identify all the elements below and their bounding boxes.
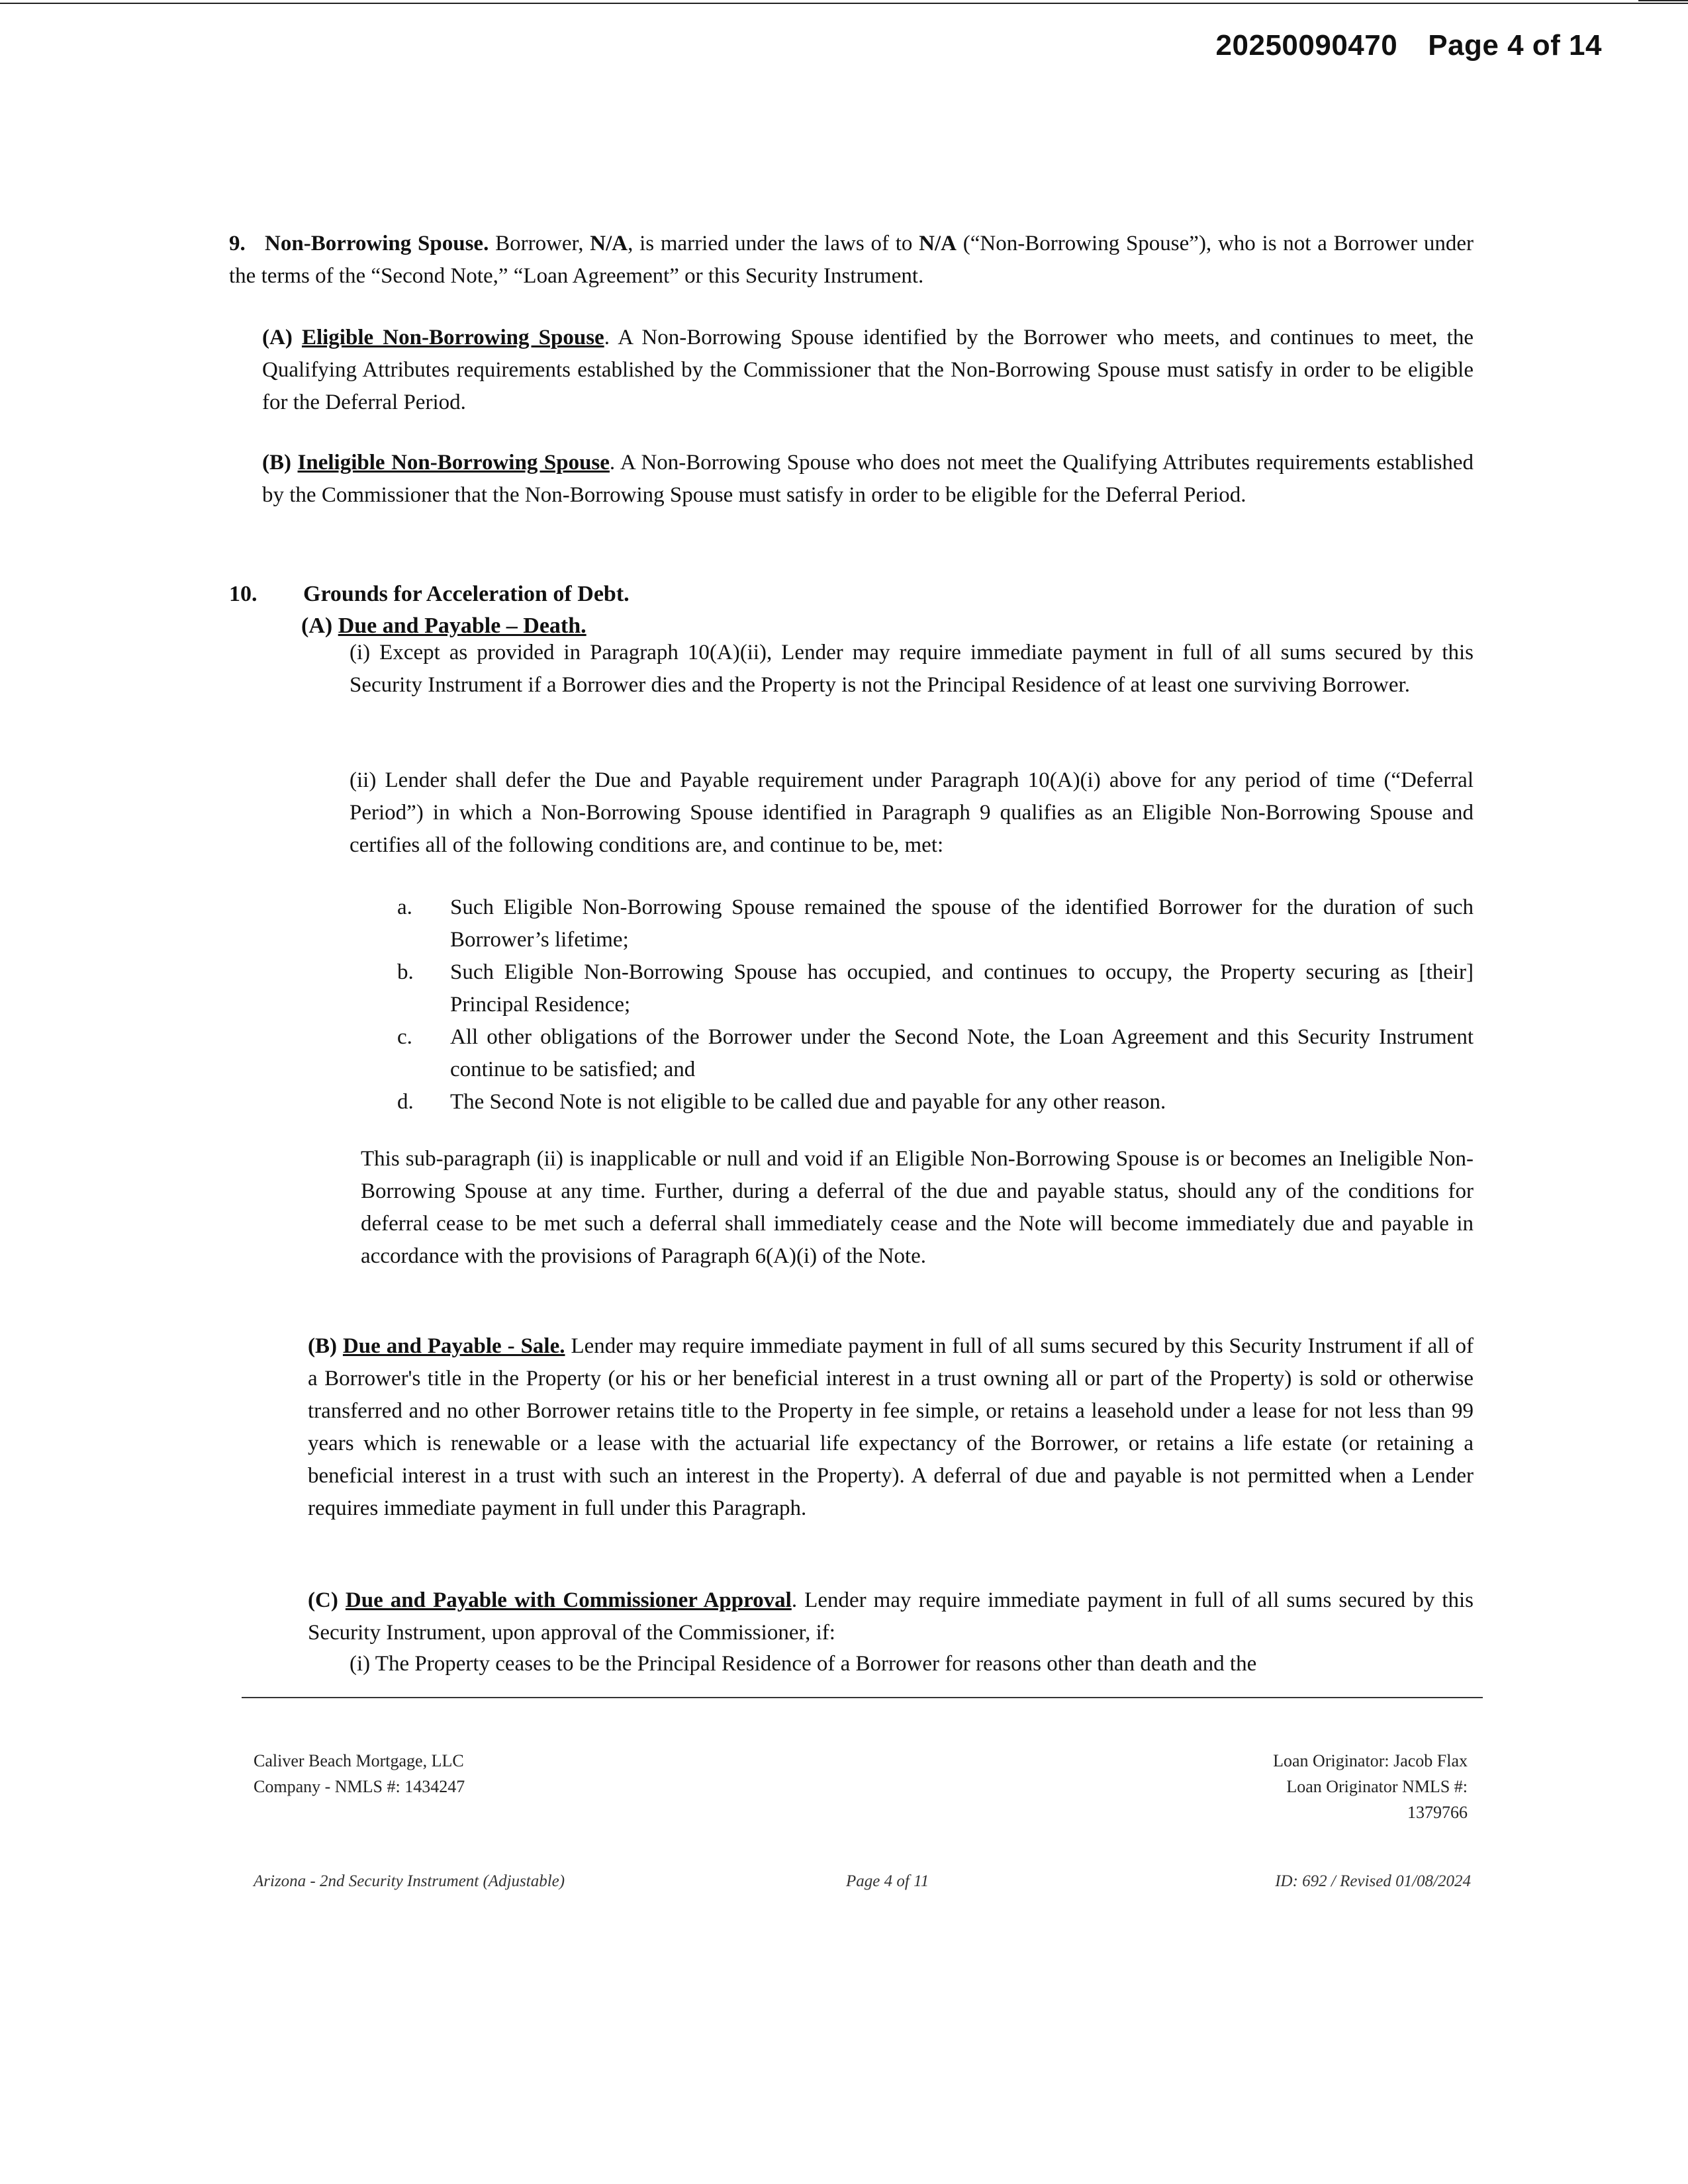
form-page: Page 4 of 11 — [846, 1872, 929, 1890]
section-10-a-i — [350, 637, 1474, 702]
originator-nmls-label: Loan Originator NMLS #: — [1286, 1777, 1468, 1796]
sub-label: (A) — [301, 614, 338, 638]
section-10-number: 10. — [229, 582, 258, 606]
sub-title: Ineligible Non-Borrowing Spouse — [297, 451, 610, 475]
section-10-c-i — [350, 1648, 1474, 1680]
list-text: Such Eligible Non-Borrowing Spouse has occupied, and continues to occupy, the Property securing as [their] Principal Residence; — [450, 960, 1474, 1017]
section-9-title: Non-Borrowing Spouse. — [265, 232, 489, 255]
company-name: Caliver Beach Mortgage, LLC — [254, 1751, 464, 1770]
list-item — [397, 1021, 1474, 1086]
page-label: Page 4 of 14 — [1428, 29, 1602, 62]
originator-nmls: 1379766 — [1407, 1803, 1468, 1822]
section-10-title: Grounds for Acceleration of Debt. — [303, 582, 630, 606]
sub-label: (C) — [308, 1588, 346, 1612]
originator-info — [1273, 1748, 1468, 1825]
section-9-intro — [229, 228, 1474, 293]
clause-text: (ii) Lender shall defer the Due and Payable requirement under Paragraph 10(A)(i) above for any period of time (“Deferral Period”) in which a Non-Borrowing Spouse identified in Paragraph 9 qualifies as an Eligible Non-Borrowing Spouse and certifies all of the following conditions are, and continue to be, met: — [350, 768, 1474, 857]
form-id: ID: 692 / Revised 01/08/2024 — [1275, 1872, 1471, 1890]
company-nmls: Company - NMLS #: 1434247 — [254, 1777, 465, 1796]
list-text: All other obligations of the Borrower under the Second Note, the Loan Agreement and this Security Instrument continue to be satisfied; and — [450, 1025, 1474, 1081]
list-marker: b. — [397, 960, 414, 984]
clause-text: (i) Except as provided in Paragraph 10(A)(ii), Lender may require immediate payment in full of all sums secured by this Security Instrument if a Borrower dies and the Property is not the Principal Residence of at least one surviving Borrower. — [350, 641, 1474, 697]
section-10-heading — [229, 578, 630, 610]
scan-edge-line — [0, 3, 1688, 4]
company-info — [254, 1748, 465, 1799]
section-9-text: , is married under the laws of to — [628, 232, 919, 255]
section-9 — [229, 228, 1474, 293]
list-item — [397, 1086, 1474, 1118]
originator-name: Loan Originator: Jacob Flax — [1273, 1751, 1468, 1770]
list-marker: a. — [397, 895, 412, 919]
list-text: The Second Note is not eligible to be called due and payable for any other reason. — [450, 1090, 1166, 1114]
list-item — [397, 956, 1474, 1021]
conditions-list — [397, 891, 1474, 1118]
sub-title: Due and Payable - Sale. — [342, 1334, 565, 1358]
scan-edge-line-right — [1638, 0, 1688, 1]
list-marker: c. — [397, 1025, 412, 1049]
sub-text: Lender may require immediate payment in full of all sums secured by this Security Instrument if all of a Borrower's title in the Property (or his or her beneficial interest in a trust owning all or part of the Property) is sold or otherwise transferred and no other Borrower retains title to the Property in fee simple, or retains a leasehold under a lease for not less than 99 years which is renewable or a lease with the actuarial life expectancy of the Borrower, or retains a life estate (or retaining a beneficial interest in a trust with such an interest in the Property). A deferral of due and payable is not permitted when a Lender requires immediate payment in full under this Paragraph. — [308, 1334, 1474, 1520]
section-9-text: (“Non-Borrowing Spouse”), who is not a Borrower under the terms of the “Second Note,” “Loan Agreement” or this Security Instrument. — [229, 232, 1474, 288]
list-text: Such Eligible Non-Borrowing Spouse remained the spouse of the identified Borrower for the duration of such Borrower’s lifetime; — [450, 895, 1474, 952]
section-9-text: Borrower, — [489, 232, 590, 255]
document-number: 20250090470 — [1215, 29, 1398, 62]
section-10-a-ii-note — [361, 1143, 1474, 1273]
footer-divider — [242, 1697, 1483, 1698]
form-name: Arizona - 2nd Security Instrument (Adjustable) — [254, 1872, 565, 1890]
sub-title: Due and Payable – Death. — [338, 614, 586, 638]
clause-text: This sub-paragraph (ii) is inapplicable or null and void if an Eligible Non-Borrowing Spouse is or becomes an Ineligible Non-Borrowing Spouse at any time. Further, during a deferral of the due and payable status, should any of the conditions for deferral cease to be met such a deferral shall immediately cease and the Note will become immediately due and payable in accordance with the provisions of Paragraph 6(A)(i) of the Note. — [361, 1147, 1474, 1268]
borrower-name: N/A — [590, 232, 628, 255]
section-10-a-ii — [350, 764, 1474, 862]
section-10-c — [308, 1584, 1474, 1649]
section-10-b — [308, 1330, 1474, 1525]
sub-text: . A Non-Borrowing Spouse who does not meet the Qualifying Attributes requirements established by the Commissioner that the Non-Borrowing Spouse must satisfy in order to be eligible for the Deferral Period. — [262, 451, 1474, 507]
sub-label: (B) — [262, 451, 298, 475]
sub-title: Due and Payable with Commissioner Approval — [345, 1588, 792, 1612]
section-9-number: 9. — [229, 232, 246, 255]
list-item — [397, 891, 1474, 956]
sub-text: . Lender may require immediate payment in full of all sums secured by this Security Instrument, upon approval of the Commissioner, if: — [308, 1588, 1474, 1645]
sub-text: . A Non-Borrowing Spouse identified by the Borrower who meets, and continues to meet, the Qualifying Attributes requirements established by the Commissioner that the Non-Borrowing Spouse must satisfy in order to be eligible for the Deferral Period. — [262, 326, 1474, 414]
clause-text: (i) The Property ceases to be the Principal Residence of a Borrower for reasons other than death and the — [350, 1652, 1257, 1676]
sub-label: (B) — [308, 1334, 343, 1358]
section-9-b — [262, 447, 1474, 512]
sub-title: Eligible Non-Borrowing Spouse — [301, 326, 604, 349]
sub-label: (A) — [262, 326, 302, 349]
recording-stamp — [1216, 29, 1602, 62]
section-9-a — [262, 322, 1474, 419]
list-marker: d. — [397, 1090, 414, 1114]
spouse-name: N/A — [919, 232, 957, 255]
